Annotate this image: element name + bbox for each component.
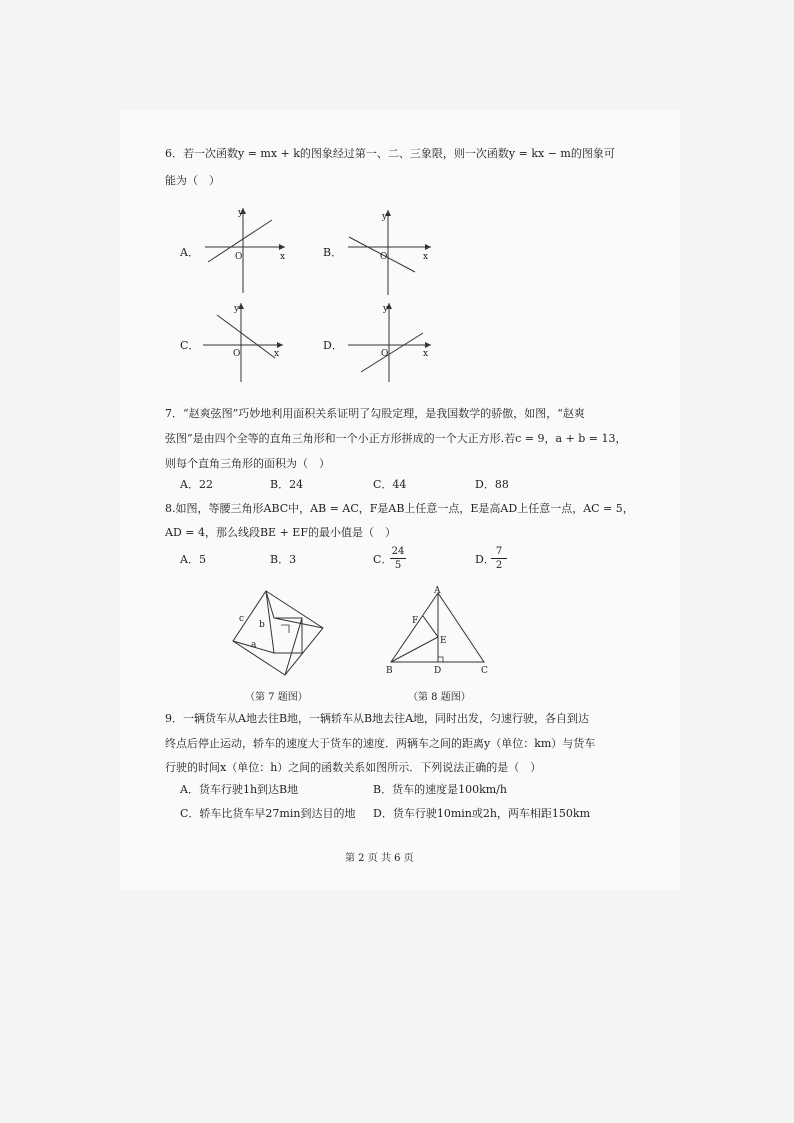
- figure-7-zhao-shuang-diagram: [225, 585, 330, 680]
- q8-option-c-fraction: [390, 545, 406, 572]
- label-D: D: [434, 666, 442, 676]
- axis-x-label: x: [423, 252, 429, 262]
- q6-option-d-label: D．: [323, 339, 343, 352]
- figure-8-triangle-diagram: [383, 585, 493, 680]
- axis-y-label: y: [383, 304, 389, 314]
- q6-graph-b: [343, 207, 438, 297]
- q9-option-d: D．货车行驶10min或2h，两车相距150km: [373, 807, 591, 820]
- axis-y-label: y: [382, 212, 388, 222]
- axis-y-label: y: [234, 304, 240, 314]
- axis-x-label: x: [280, 252, 286, 262]
- label-a: a: [251, 640, 257, 650]
- origin-label: O: [235, 252, 243, 262]
- origin-label: O: [381, 349, 389, 359]
- label-B: B: [386, 666, 393, 676]
- label-C: C: [481, 666, 488, 676]
- label-c: c: [239, 614, 245, 624]
- fraction-denominator: 5: [394, 560, 402, 571]
- q9-line3: 行驶的时间x（单位：h）之间的函数关系如图所示．下列说法正确的是（ ）: [165, 761, 542, 774]
- fraction-numerator: 7: [491, 545, 507, 559]
- q7-option-d: D．88: [475, 478, 509, 491]
- origin-label: O: [380, 252, 388, 262]
- q7-line2: 弦图”是由四个全等的直角三角形和一个小正方形拼成的一个大正方形.若c = 9，a + b = 13，: [165, 432, 627, 445]
- axis-x-label: x: [274, 349, 280, 359]
- q7-line3: 则每个直角三角形的面积为（ ）: [165, 457, 330, 470]
- q8-line1: 8.如图，等腰三角形ABC中，AB = AC，F是AB上任意一点，E是高AD上任意一点，AC = 5，: [165, 502, 634, 515]
- label-F: F: [412, 616, 419, 626]
- origin-label: O: [233, 349, 241, 359]
- figure-8-caption: （第 8 题图）: [408, 692, 471, 703]
- q9-option-c: C．轿车比货车早27min到达目的地: [180, 807, 356, 820]
- q8-option-b: B．3: [270, 553, 297, 566]
- q6-graph-a: [200, 205, 295, 295]
- fraction-numerator: 24: [391, 546, 405, 557]
- q9-option-a: A．货车行驶1h到达B地: [180, 783, 299, 796]
- q6-option-a-label: A．: [180, 246, 199, 259]
- label-A: A: [434, 586, 441, 596]
- page-footer: 第 2 页 共 6 页: [345, 853, 414, 864]
- q8-line2: AD = 4，那么线段BE + EF的最小值是（ ）: [165, 526, 396, 539]
- label-b: b: [259, 620, 265, 630]
- q8-option-a: A．5: [180, 553, 206, 566]
- q6-option-c-label: C．: [180, 339, 200, 352]
- q6-graph-d: [343, 300, 438, 390]
- q6-graph-c: [200, 300, 295, 390]
- q7-line1: 7．“赵爽弦图”巧妙地利用面积关系证明了勾股定理，是我国数学的骄傲，如图，“赵爽: [165, 407, 585, 420]
- q8-option-d-fraction: [491, 545, 507, 572]
- q7-option-c: C．44: [373, 478, 407, 491]
- fraction-denominator: 2: [495, 560, 503, 571]
- q9-line2: 终点后停止运动，轿车的速度大于货车的速度．两辆车之间的距离y（单位：km）与货车: [165, 737, 596, 750]
- q7-option-b: B．24: [270, 478, 304, 491]
- q7-option-a: A．22: [180, 478, 213, 491]
- q9-option-b: B．货车的速度是100km/h: [373, 783, 507, 796]
- q6-option-b-label: B．: [323, 246, 343, 259]
- figure-7-caption: （第 7 题图）: [245, 692, 308, 703]
- q9-line1: 9．一辆货车从A地去往B地，一辆轿车从B地去往A地，同时出发，匀速行驶，各自到达: [165, 712, 590, 725]
- q8-option-c-label: C．: [373, 553, 393, 566]
- label-E: E: [440, 636, 447, 646]
- q6-line1: 6．若一次函数y = mx + k的图象经过第一、二、三象限，则一次函数y = kx − m的图象可: [165, 147, 615, 160]
- axis-y-label: y: [238, 208, 244, 218]
- q8-option-d-label: D．: [475, 553, 495, 566]
- q6-line2: 能为（ ）: [165, 174, 220, 187]
- axis-x-label: x: [423, 349, 429, 359]
